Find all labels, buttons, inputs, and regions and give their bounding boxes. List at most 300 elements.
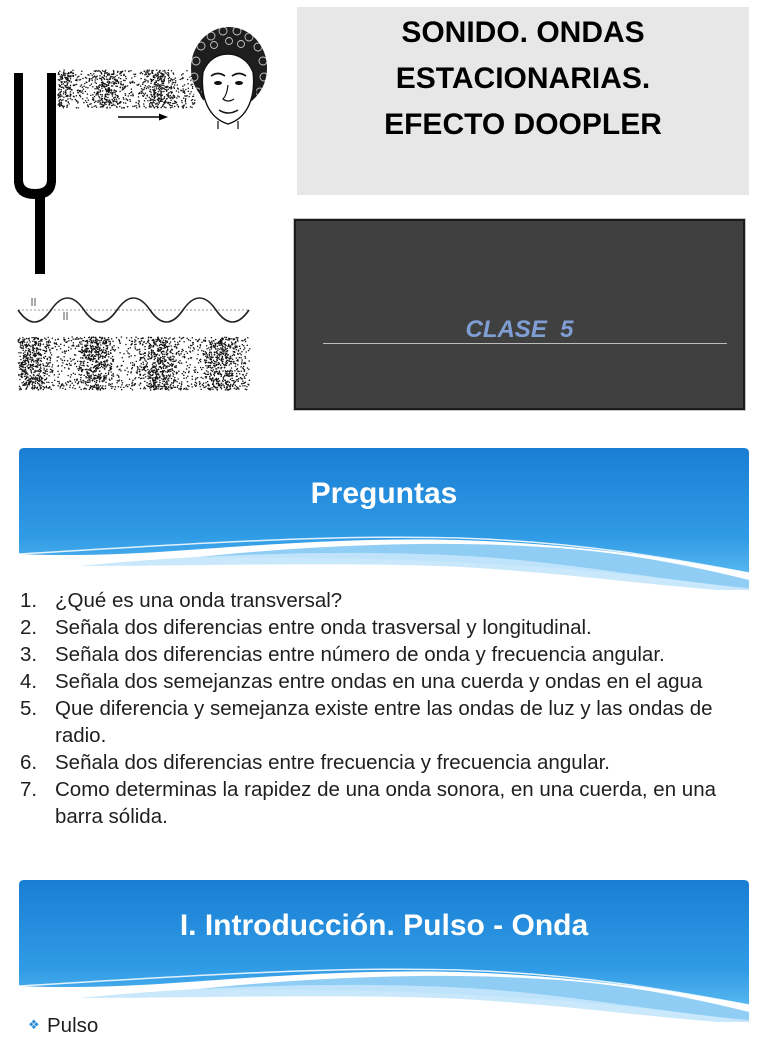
stipple-dot	[94, 79, 96, 81]
stipple-dot	[109, 344, 111, 346]
stipple-dot	[213, 340, 215, 342]
stipple-dot	[146, 363, 148, 365]
stipple-dot	[50, 352, 52, 354]
stipple-dot	[118, 347, 120, 349]
stipple-dot	[215, 339, 217, 341]
stipple-dot	[160, 107, 162, 109]
stipple-dot	[101, 82, 103, 84]
stipple-dot	[154, 88, 156, 90]
stipple-dot	[18, 339, 20, 341]
stipple-dot	[240, 366, 242, 368]
stipple-dot	[60, 81, 62, 83]
stipple-dot	[168, 338, 170, 340]
stipple-dot	[80, 73, 82, 75]
stipple-dot	[164, 70, 166, 72]
stipple-dot	[177, 84, 179, 86]
stipple-dot	[171, 105, 173, 107]
stipple-dot	[218, 383, 220, 385]
stipple-dot	[134, 341, 136, 343]
stipple-dot	[82, 90, 84, 92]
stipple-dot	[35, 381, 37, 383]
stipple-dot	[62, 362, 64, 364]
stipple-dot	[144, 387, 146, 389]
stipple-dot	[225, 349, 227, 351]
stipple-dot	[121, 357, 123, 359]
stipple-dot	[202, 353, 204, 355]
stipple-dot	[216, 371, 218, 373]
stipple-dot	[25, 356, 27, 358]
stipple-dot	[126, 367, 128, 369]
stipple-dot	[23, 355, 25, 357]
stipple-dot	[25, 354, 27, 356]
stipple-dot	[235, 347, 237, 349]
stipple-dot	[167, 369, 169, 371]
stipple-dot	[96, 361, 98, 363]
stipple-dot	[228, 360, 230, 362]
stipple-dot	[86, 377, 88, 379]
stipple-dot	[234, 370, 236, 372]
stipple-dot	[31, 383, 33, 385]
stipple-dot	[18, 342, 20, 344]
stipple-dot	[69, 87, 71, 89]
stipple-dot	[49, 350, 51, 352]
stipple-dot	[74, 373, 76, 375]
stipple-dot	[190, 106, 192, 108]
stipple-dot	[99, 367, 101, 369]
stipple-dot	[205, 376, 207, 378]
stipple-dot	[67, 88, 69, 90]
stipple-dot	[140, 359, 142, 361]
stipple-dot	[234, 342, 236, 344]
stipple-dot	[172, 355, 174, 357]
stipple-dot	[214, 361, 216, 363]
stipple-dot	[155, 81, 157, 83]
stipple-dot	[241, 351, 243, 353]
stipple-dot	[164, 76, 166, 78]
stipple-dot	[95, 337, 97, 339]
stipple-dot	[159, 340, 161, 342]
stipple-dot	[137, 368, 139, 370]
stipple-dot	[91, 83, 93, 85]
stipple-dot	[175, 344, 177, 346]
stipple-dot	[173, 73, 175, 75]
stipple-dot	[21, 388, 23, 390]
stipple-dot	[125, 85, 127, 87]
stipple-dot	[231, 343, 233, 345]
stipple-dot	[133, 73, 135, 75]
stipple-dot	[110, 82, 112, 84]
stipple-dot	[96, 380, 98, 382]
stipple-dot	[59, 96, 61, 98]
stipple-dot	[30, 369, 32, 371]
stipple-dot	[58, 103, 60, 105]
stipple-dot	[168, 82, 170, 84]
stipple-dot	[170, 100, 172, 102]
stipple-dot	[89, 350, 91, 352]
stipple-dot	[40, 386, 42, 388]
stipple-dot	[98, 346, 100, 348]
stipple-dot	[32, 344, 34, 346]
title-line: EFECTO DOOPLER	[384, 108, 662, 141]
stipple-dot	[162, 81, 164, 83]
stipple-dot	[112, 360, 114, 362]
stipple-dot	[112, 341, 114, 343]
stipple-dot	[67, 83, 69, 85]
stipple-dot	[44, 387, 46, 389]
stipple-dot	[241, 361, 243, 363]
stipple-dot	[165, 342, 167, 344]
stipple-dot	[214, 343, 216, 345]
stipple-dot	[77, 383, 79, 385]
stipple-dot	[134, 82, 136, 84]
stipple-dot	[26, 384, 28, 386]
stipple-dot	[72, 69, 74, 71]
stipple-dot	[88, 337, 90, 339]
stipple-dot	[175, 80, 177, 82]
stipple-dot	[175, 359, 177, 361]
tuning-fork-icon	[14, 73, 56, 274]
stipple-dot	[144, 349, 146, 351]
stipple-dot	[152, 385, 154, 387]
stipple-dot	[65, 389, 67, 391]
stipple-dot	[130, 372, 132, 374]
stipple-dot	[217, 353, 219, 355]
stipple-dot	[165, 386, 167, 388]
stipple-dot	[171, 107, 173, 109]
stipple-dot	[152, 362, 154, 364]
stipple-dot	[81, 349, 83, 351]
stipple-dot	[220, 344, 222, 346]
stipple-dot	[113, 100, 115, 102]
stipple-dot	[111, 346, 113, 348]
stipple-dot	[74, 358, 76, 360]
stipple-dot	[113, 77, 115, 79]
stipple-dot	[67, 79, 69, 81]
stipple-dot	[97, 364, 99, 366]
stipple-dot	[230, 385, 232, 387]
stipple-dot	[229, 364, 231, 366]
stipple-dot	[90, 376, 92, 378]
stipple-dot	[64, 85, 66, 87]
stipple-dot	[121, 336, 123, 338]
stipple-dot	[113, 83, 115, 85]
stipple-dot	[246, 373, 248, 375]
stipple-dot	[102, 352, 104, 354]
stipple-dot	[217, 350, 219, 352]
stipple-dot	[80, 337, 82, 339]
stipple-dot	[214, 346, 216, 348]
stipple-dot	[25, 371, 27, 373]
stipple-dot	[241, 383, 243, 385]
stipple-dot	[103, 71, 105, 73]
stipple-dot	[159, 78, 161, 80]
stipple-dot	[105, 352, 107, 354]
stipple-dot	[67, 375, 69, 377]
stipple-dot	[242, 378, 244, 380]
stipple-dot	[162, 383, 164, 385]
stipple-dot	[226, 365, 228, 367]
stipple-dot	[182, 88, 184, 90]
stipple-dot	[212, 371, 214, 373]
stipple-dot	[71, 99, 73, 101]
stipple-dot	[168, 365, 170, 367]
stipple-dot	[213, 369, 215, 371]
stipple-dot	[25, 347, 27, 349]
stipple-dot	[113, 70, 115, 72]
stipple-dot	[176, 90, 178, 92]
stipple-dot	[216, 379, 218, 381]
stipple-dot	[164, 347, 166, 349]
stipple-dot	[41, 378, 43, 380]
stipple-dot	[121, 365, 123, 367]
stipple-dot	[157, 75, 159, 77]
stipple-dot	[27, 373, 29, 375]
stipple-dot	[48, 342, 50, 344]
stipple-dot	[158, 363, 160, 365]
stipple-dot	[240, 357, 242, 359]
stipple-dot	[77, 89, 79, 91]
stipple-dot	[83, 86, 85, 88]
stipple-dot	[184, 84, 186, 86]
stipple-dot	[34, 370, 36, 372]
stipple-dot	[146, 69, 148, 71]
stipple-dot	[173, 380, 175, 382]
stipple-dot	[58, 100, 60, 102]
stipple-dot	[158, 101, 160, 103]
stipple-dot	[248, 369, 250, 371]
stipple-dot	[144, 74, 146, 76]
stipple-dot	[60, 344, 62, 346]
list-item	[20, 668, 745, 695]
stipple-dot	[65, 73, 67, 75]
stipple-dot	[96, 83, 98, 85]
stipple-dot	[127, 106, 129, 108]
stipple-dot	[140, 378, 142, 380]
stipple-dot	[98, 375, 100, 377]
stipple-dot	[143, 341, 145, 343]
stipple-dot	[20, 359, 22, 361]
stipple-dot	[95, 377, 97, 379]
stipple-dot	[56, 360, 58, 362]
stipple-dot	[158, 98, 160, 100]
stipple-dot	[26, 341, 28, 343]
stipple-dot	[179, 354, 181, 356]
stipple-dot	[144, 355, 146, 357]
stipple-dot	[68, 382, 70, 384]
stipple-dot	[159, 89, 161, 91]
stipple-dot	[36, 358, 38, 360]
stipple-dot	[203, 373, 205, 375]
stipple-dot	[245, 351, 247, 353]
stipple-dot	[152, 374, 154, 376]
stipple-dot	[213, 359, 215, 361]
stipple-dot	[209, 355, 211, 357]
stipple-dot	[134, 355, 136, 357]
stipple-dot	[118, 98, 120, 100]
stipple-dot	[100, 344, 102, 346]
stipple-dot	[64, 345, 66, 347]
stipple-dot	[244, 385, 246, 387]
stipple-dot	[102, 343, 104, 345]
stipple-dot	[140, 93, 142, 95]
stipple-dot	[167, 353, 169, 355]
stipple-dot	[99, 337, 101, 339]
stipple-dot	[229, 371, 231, 373]
stipple-dot	[211, 361, 213, 363]
stipple-dot	[114, 349, 116, 351]
stipple-dot	[222, 345, 224, 347]
stipple-dot	[58, 339, 60, 341]
stipple-dot	[92, 345, 94, 347]
stipple-dot	[94, 102, 96, 104]
stipple-dot	[111, 364, 113, 366]
stipple-dot	[164, 96, 166, 98]
stipple-dot	[177, 95, 179, 97]
stipple-dot	[169, 369, 171, 371]
stipple-dot	[160, 93, 162, 95]
stipple-dot	[46, 343, 48, 345]
stipple-dot	[115, 386, 117, 388]
stipple-dot	[64, 76, 66, 78]
stipple-dot	[141, 340, 143, 342]
stipple-dot	[117, 380, 119, 382]
stipple-dot	[236, 379, 238, 381]
stipple-dot	[111, 99, 113, 101]
stipple-dot	[21, 374, 23, 376]
stipple-dot	[216, 383, 218, 385]
stipple-dot	[104, 352, 106, 354]
stipple-dot	[206, 345, 208, 347]
stipple-dot	[44, 365, 46, 367]
stipple-dot	[80, 374, 82, 376]
stipple-dot	[159, 380, 161, 382]
stipple-dot	[191, 376, 193, 378]
stipple-dot	[37, 352, 39, 354]
stipple-dot	[147, 362, 149, 364]
stipple-dot	[93, 386, 95, 388]
stipple-dot	[150, 89, 152, 91]
stipple-dot	[144, 346, 146, 348]
stipple-dot	[72, 387, 74, 389]
stipple-dot	[185, 389, 187, 391]
stipple-dot	[205, 365, 207, 367]
stipple-dot	[65, 90, 67, 92]
stipple-dot	[79, 386, 81, 388]
stipple-dot	[22, 342, 24, 344]
stipple-dot	[181, 102, 183, 104]
stipple-dot	[112, 81, 114, 83]
stipple-dot	[155, 374, 157, 376]
stipple-dot	[90, 377, 92, 379]
stipple-dot	[93, 377, 95, 379]
stipple-dot	[220, 373, 222, 375]
stipple-dot	[93, 367, 95, 369]
stipple-dot	[187, 389, 189, 391]
stipple-dot	[64, 352, 66, 354]
stipple-dot	[220, 340, 222, 342]
stipple-dot	[142, 73, 144, 75]
stipple-dot	[178, 96, 180, 98]
stipple-dot	[222, 339, 224, 341]
stipple-dot	[216, 368, 218, 370]
stipple-dot	[111, 90, 113, 92]
stipple-dot	[120, 86, 122, 88]
stipple-dot	[247, 384, 249, 386]
stipple-dot	[188, 358, 190, 360]
stipple-dot	[160, 84, 162, 86]
stipple-dot	[214, 365, 216, 367]
stipple-dot	[47, 364, 49, 366]
stipple-dot	[235, 365, 237, 367]
stipple-dot	[168, 80, 170, 82]
stipple-dot	[175, 101, 177, 103]
stipple-dot	[69, 96, 71, 98]
stipple-dot	[177, 342, 179, 344]
stipple-dot	[105, 385, 107, 387]
stipple-dot	[50, 341, 52, 343]
stipple-dot	[154, 359, 156, 361]
stipple-dot	[66, 384, 68, 386]
stipple-dot	[95, 105, 97, 107]
stipple-dot	[240, 348, 242, 350]
stipple-dot	[232, 375, 234, 377]
stipple-dot	[81, 343, 83, 345]
stipple-dot	[65, 92, 67, 94]
stipple-dot	[112, 95, 114, 97]
stipple-dot	[86, 358, 88, 360]
stipple-dot	[30, 352, 32, 354]
stipple-dot	[243, 349, 245, 351]
stipple-dot	[82, 93, 84, 95]
stipple-dot	[49, 371, 51, 373]
stipple-dot	[116, 382, 118, 384]
stipple-dot	[54, 374, 56, 376]
stipple-dot	[167, 365, 169, 367]
stipple-dot	[162, 380, 164, 382]
stipple-dot	[80, 379, 82, 381]
stipple-dot	[73, 75, 75, 77]
stipple-dot	[187, 375, 189, 377]
stipple-dot	[105, 373, 107, 375]
stipple-dot	[51, 369, 53, 371]
stipple-dot	[240, 354, 242, 356]
list-item	[20, 695, 745, 749]
stipple-dot	[124, 87, 126, 89]
stipple-dot	[193, 347, 195, 349]
stipple-dot	[155, 96, 157, 98]
stipple-dot	[136, 107, 138, 109]
stipple-dot	[55, 346, 57, 348]
stipple-dot	[237, 387, 239, 389]
stipple-dot	[97, 101, 99, 103]
stipple-dot	[89, 78, 91, 80]
stipple-dot	[95, 76, 97, 78]
stipple-dot	[134, 344, 136, 346]
stipple-dot	[27, 345, 29, 347]
stipple-dot	[190, 347, 192, 349]
stipple-dot	[29, 351, 31, 353]
stipple-dot	[95, 353, 97, 355]
stipple-dot	[159, 354, 161, 356]
stipple-dot	[127, 371, 129, 373]
stipple-dot	[70, 98, 72, 100]
stipple-dot	[99, 374, 101, 376]
stipple-dot	[90, 339, 92, 341]
stipple-dot	[30, 381, 32, 383]
stipple-dot	[154, 380, 156, 382]
stipple-dot	[202, 367, 204, 369]
stipple-dot	[40, 364, 42, 366]
